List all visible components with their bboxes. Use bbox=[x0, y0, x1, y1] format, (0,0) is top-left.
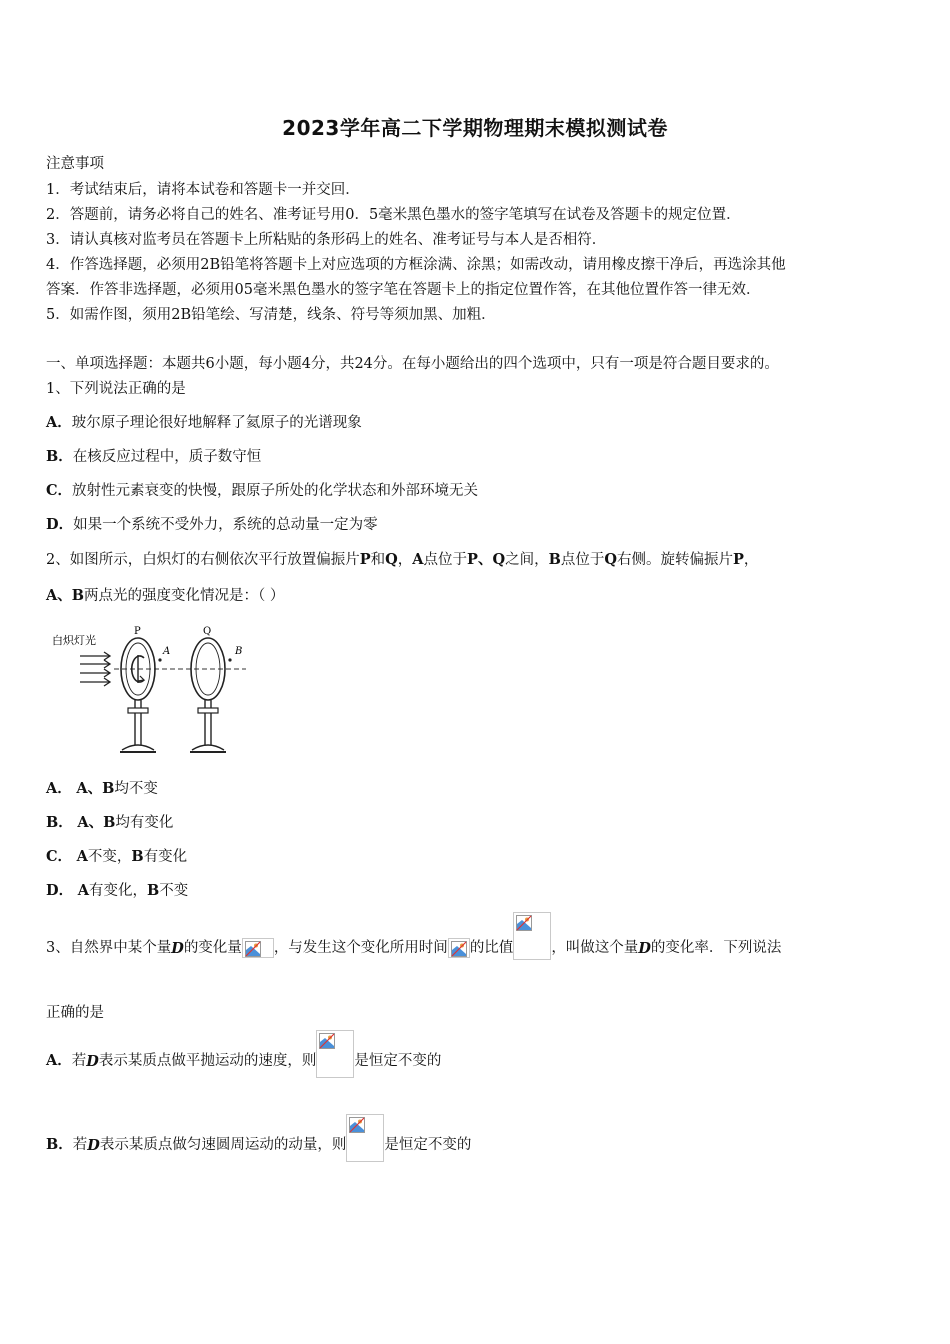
figure-label-b: B bbox=[235, 646, 243, 657]
notice-item-1: 1．考试结束后，请将本试卷和答题卡一并交回． bbox=[46, 182, 360, 198]
notice-item-2: 2．答题前，请务必将自己的姓名、准考证号用0．5毫米黑色墨水的签字笔填写在试卷及答题卡的规定位置． bbox=[46, 207, 741, 223]
page-title: 2023学年高二下学期物理期末模拟测试卷 bbox=[282, 116, 668, 140]
q2-option-b: B． A、B均有变化 bbox=[46, 814, 174, 831]
polarizer-q bbox=[190, 638, 226, 752]
q1-option-c: C．放射性元素衰变的快慢，跟原子所处的化学状态和外部环境无关 bbox=[46, 482, 479, 499]
broken-image-icon bbox=[346, 1114, 384, 1162]
q2-stem-line1: 2、如图所示，白炽灯的右侧依次平行放置偏振片P和Q，A点位于P、Q之间，B点位于Q右侧。旋转偏振片P， bbox=[46, 551, 759, 568]
section-heading: 一、单项选择题：本题共6小题，每小题4分，共24分。在每小题给出的四个选项中，只有一项是符合题目要求的。 bbox=[46, 356, 779, 372]
q1-option-a: A．玻尔原子理论很好地解释了氦原子的光谱现象 bbox=[46, 414, 362, 431]
q2-stem-line2: A、B两点光的强度变化情况是：（ ） bbox=[46, 587, 285, 604]
figure-light-label: 白炽灯光 bbox=[52, 634, 96, 647]
polarizer-figure bbox=[46, 622, 256, 760]
q1-option-d: D．如果一个系统不受外力，系统的总动量一定为零 bbox=[46, 516, 378, 533]
polarizer-p bbox=[120, 638, 156, 752]
broken-image-icon bbox=[242, 938, 274, 958]
figure-label-a: A bbox=[163, 646, 171, 657]
notice-item-4: 4．作答选择题，必须用2B铅笔将答题卡上对应选项的方框涂满、涂黑；如需改动，请用橡皮擦干净后，再选涂其他 bbox=[46, 257, 786, 273]
notice-item-4-cont: 答案．作答非选择题，必须用05毫米黑色墨水的签字笔在答题卡上的指定位置作答，在其他位置作答一律无效． bbox=[46, 282, 761, 298]
broken-image-icon bbox=[448, 938, 470, 958]
figure-label-p: P bbox=[134, 626, 141, 637]
q3-stem-line1: 3、自然界中某个量 D 的变化量 ，与发生这个变化所用时间 的比值 ，叫做这个量 D 的变化率．下列说法 bbox=[46, 908, 781, 960]
figure-label-q: Q bbox=[203, 626, 212, 637]
q1-option-b: B．在核反应过程中，质子数守恒 bbox=[46, 448, 262, 465]
notice-item-3: 3．请认真核对监考员在答题卡上所粘贴的条形码上的姓名、准考证号与本人是否相符． bbox=[46, 232, 607, 248]
notice-item-5: 5．如需作图，须用2B铅笔绘、写清楚，线条、符号等须加黑、加粗． bbox=[46, 307, 496, 323]
q3-option-a: A． 若 D 表示某质点做平抛运动的速度，则 是恒定不变的 bbox=[46, 1030, 441, 1078]
notice-heading: 注意事项 bbox=[46, 156, 104, 172]
broken-image-icon bbox=[316, 1030, 354, 1078]
point-a-dot bbox=[158, 658, 161, 661]
q2-option-a: A． A、B均不变 bbox=[46, 780, 158, 797]
point-b-dot bbox=[228, 658, 231, 661]
light-arrows bbox=[80, 652, 110, 686]
broken-image-icon bbox=[513, 912, 551, 960]
q1-stem: 1、下列说法正确的是 bbox=[46, 381, 186, 397]
q3-stem-line2: 正确的是 bbox=[46, 1005, 104, 1021]
q2-option-d: D． A有变化，B不变 bbox=[46, 882, 189, 899]
q2-option-c: C． A不变，B有变化 bbox=[46, 848, 188, 865]
q3-option-b: B． 若 D 表示某质点做匀速圆周运动的动量，则 是恒定不变的 bbox=[46, 1114, 471, 1162]
